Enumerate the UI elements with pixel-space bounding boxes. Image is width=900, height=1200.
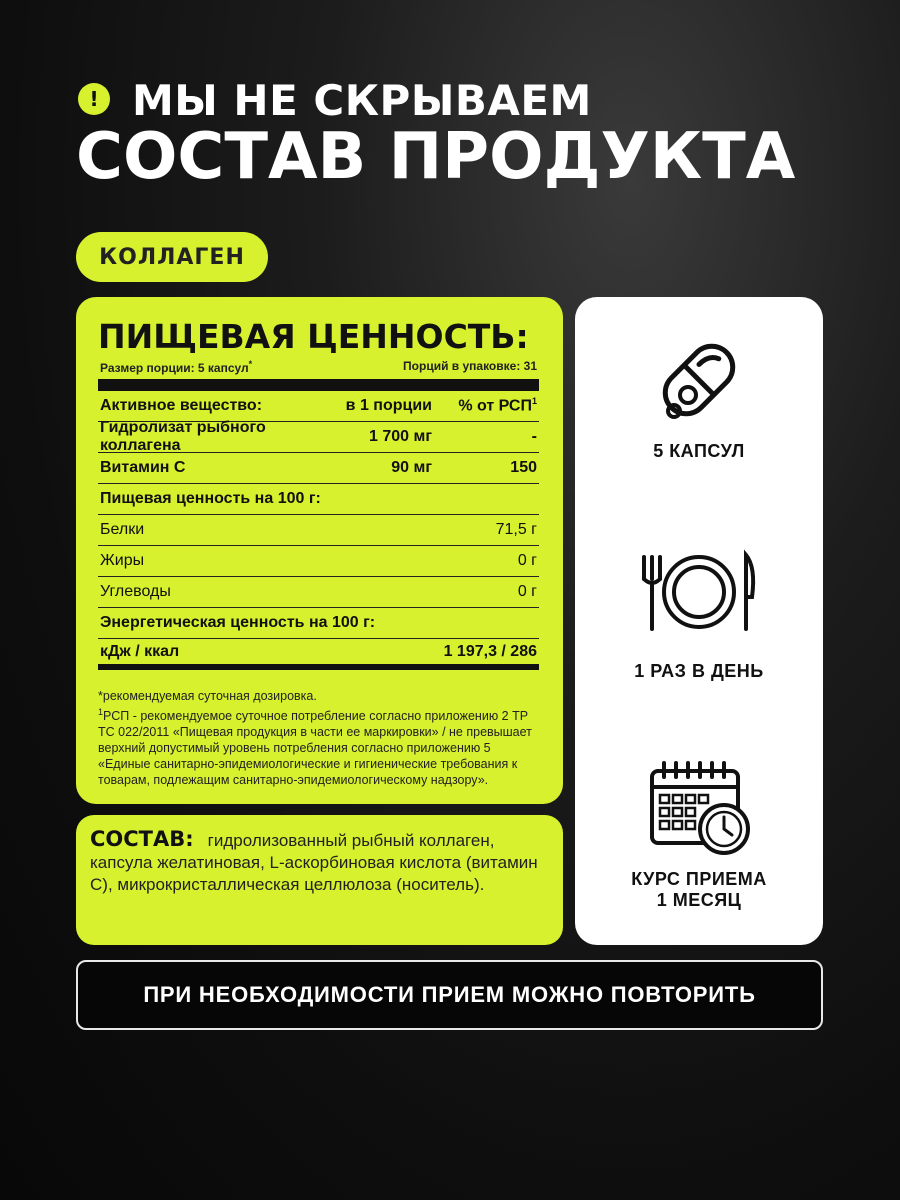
serving-info [98, 359, 539, 375]
table-row: Витамин С 90 мг 150 [98, 453, 539, 484]
footnote-2: $^1$РСП - рекомендуемое суточное потребление согласно приложению 2 ТР ТС 022/2011 «Пищевая продукция в части ее маркировки» / не превышает верхний допустимый уровень потребления согласно приложению 5 «Единые санитарно-эпидемиологические и гигиенические требования к товарам, подлежащим санитарно-эпидемиологическому надзору». [98, 707, 532, 788]
info-item-course [575, 759, 823, 911]
info-label: 5 КАПСУЛ [653, 441, 745, 461]
product-name-pill: КОЛЛАГЕН [76, 232, 268, 282]
info-label: 1 РАЗ В ДЕНЬ [634, 661, 764, 681]
footnote-1: *рекомендуемая суточная дозировка. [98, 689, 317, 703]
alert-icon: ! [78, 83, 110, 115]
composition-text: гидролизованный рыбный коллаген, капсула желатиновая, L-аскорбиновая кислота (витамин С), микрокристаллическая целлюлоза (носитель). [90, 831, 538, 894]
nutrition-title: ПИЩЕВАЯ ЦЕННОСТЬ: [98, 317, 529, 356]
serving-size: Размер порции: 5 капсул* [100, 359, 253, 375]
calendar-clock-icon [644, 759, 754, 859]
capsule-icon [644, 325, 754, 435]
table-row: кДж / ккал 1 197,3 / 286 [98, 639, 539, 670]
composition-label: СОСТАВ: [90, 827, 194, 851]
footnotes [98, 688, 539, 788]
divider-bar [98, 379, 539, 391]
nutrition-panel [76, 297, 563, 804]
table-header-row: Активное вещество: в 1 порции % от РСП$^1$ [98, 391, 539, 422]
servings-per-pack: Порций в упаковке: 31 [403, 359, 537, 373]
page-title-line2: СОСТАВ ПРОДУКТА [76, 120, 796, 194]
info-item-frequency [575, 547, 823, 682]
info-label-line1: КУРС ПРИЕМА [631, 869, 767, 889]
composition-panel [76, 815, 563, 945]
energy-title-row: Энергетическая ценность на 100 г: [98, 608, 539, 639]
table-row: Углеводы 0 г [98, 577, 539, 608]
repeat-course-banner: ПРИ НЕОБХОДИМОСТИ ПРИЕМ МОЖНО ПОВТОРИТЬ [76, 960, 823, 1030]
table-row: Жиры 0 г [98, 546, 539, 577]
info-label-line2: 1 МЕСЯЦ [656, 890, 742, 910]
page-title-line1: МЫ НЕ СКРЫВАЕМ [132, 76, 592, 125]
info-item-capsules [575, 325, 823, 462]
plate-cutlery-icon [634, 547, 764, 637]
per100-title-row: Пищевая ценность на 100 г: [98, 484, 539, 515]
dosage-info-panel [575, 297, 823, 945]
table-row: Белки 71,5 г [98, 515, 539, 546]
table-row: Гидролизат рыбного коллагена 1 700 мг - [100, 419, 537, 454]
